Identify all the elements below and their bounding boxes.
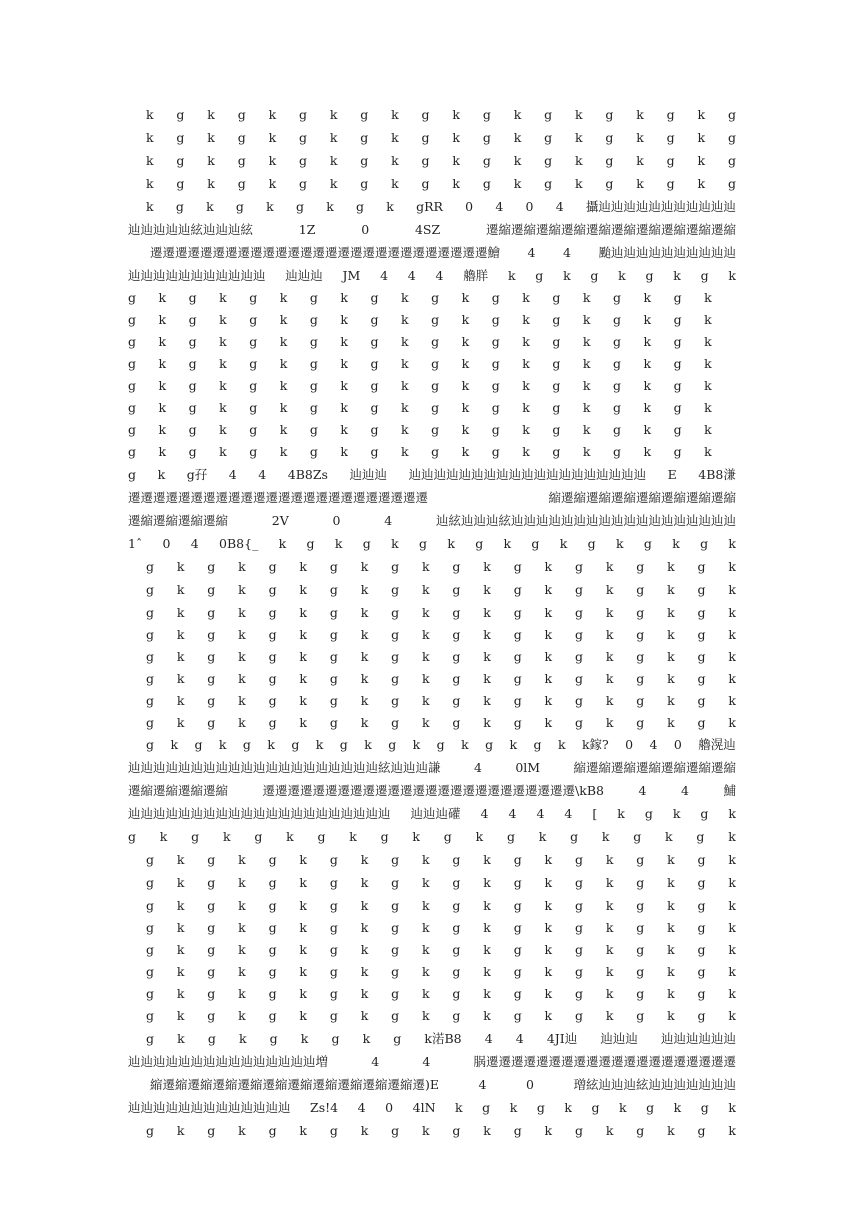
text-line: g k g k g k g k g k g k g k g k g k g k [128, 829, 736, 844]
text-line: g k g k g k g k g k g k g k g k g k g k [146, 582, 736, 597]
text-line: g k g k g k g k g k g k g k g k g k g k [128, 400, 712, 415]
text-line: g k g k g k g k g k g k g k g k g k g k [146, 671, 736, 686]
text-line: g k g k g k g k g k g k g k g k g k g k [146, 942, 736, 957]
text-line: 縮遷縮遷縮遷縮遷縮遷縮遷縮遷縮遷縮遷縮遷縮遷)E 4 0 璔絃辿辿辿絃辿辿辿辿辿辿辿 [150, 1077, 736, 1092]
text-line: 遷縮遷縮遷縮遷縮 2V 0 4 辿絃辿辿辿絃辿辿辿辿辿辿辿辿辿辿辿辿辿辿辿辿辿辿 [128, 513, 736, 528]
text-line: 辿辿辿辿辿辿辿辿辿辿辿辿辿辿辿増 4 4 脶遷遷遷遷遷遷遷遷遷遷遷遷遷遷遷遷遷遷遷遷 [128, 1054, 736, 1069]
text-line: k g k g k g k g k g k g k g k g k g k g [146, 153, 736, 168]
text-line: g k g k g k g k g k g k g k g k g k g k [146, 964, 736, 979]
text-line: k g k g k g k g k g k g k g k g k g k g [146, 107, 736, 122]
text-line: 遷遷遷遷遷遷遷遷遷遷遷遷遷遷遷遷遷遷遷遷遷遷遷遷遷遷遷鱠 4 4 颱辿辿辿辿辿辿辿辿辿辿 [150, 245, 736, 260]
text-line: 辿辿辿辿辿辿辿辿辿辿辿辿辿辿辿辿辿辿辿辿絃辿辿辿謙 4 0lM 縮遷縮遷縮遷縮遷縮遷縮遷縮 [128, 760, 736, 775]
text-line: g k g k g k g k g k g k g k g k g k g k [146, 898, 736, 913]
text-line: g k g k g k g k g k g k g k g k g k g k [128, 334, 712, 349]
text-line: g k g k g k g k g k g k g k g k g k g k [128, 378, 712, 393]
text-line: g k g k g k g k g k g k g k g k g k g k [146, 875, 736, 890]
text-line: g k g k g k g k g k g k g k g k g k g k [146, 605, 736, 620]
text-line: 辿辿辿辿辿辿辿辿辿辿辿辿辿辿辿辿辿辿辿辿辿 辿辿辿礶 4 4 4 4 [ k g k g k [128, 806, 736, 821]
text-line: g k g k g k g k g k g k g k g k g k g k [128, 422, 712, 437]
text-line: g k g k g k g k g k g k g k g k g k g k [146, 852, 736, 867]
text-line: g k g k g k g k g k g k g k g k g k g k [146, 1008, 736, 1023]
text-line: g k g孖 4 4 4B8Zs 辿辿辿 辿辿辿辿辿辿辿辿辿辿辿辿辿辿辿辿辿辿辿 E 4B8溓 [128, 467, 736, 482]
text-line: g k g k g k g k g k g k g k g k g k g k [146, 1123, 736, 1138]
text-line: g k g k g k g k g k g k g k g k g k g k [128, 444, 712, 459]
text-line: g k g k g k g k g k g k g k g k g k g k [146, 627, 736, 642]
text-line: g k g k g k g k g k渃B8 4 4 4JI辿 辿辿辿 辿辿辿辿辿辿 [146, 1031, 736, 1046]
text-line: k g k g k g k g k g k g k g k g k g k g [146, 176, 736, 191]
text-line: g k g k g k g k g k g k g k g k g k k鎵? 0 4 0 艪滉辿 [146, 737, 736, 752]
text-line: g k g k g k g k g k g k g k g k g k g k [146, 649, 736, 664]
text-line: 辿辿辿辿辿辿辿辿辿辿辿辿辿 Zs!4 4 0 4lN k g k g k g k g k g k [128, 1100, 736, 1115]
text-line: g k g k g k g k g k g k g k g k g k g k [128, 312, 712, 327]
text-line: 1ˆ 0 4 0B8{_ k g k g k g k g k g k g k g k g k [128, 536, 736, 551]
text-line: g k g k g k g k g k g k g k g k g k g k [146, 986, 736, 1001]
text-line: k g k g k g k g k g k g k g k g k g k g [146, 130, 736, 145]
text-line: g k g k g k g k g k g k g k g k g k g k [146, 693, 736, 708]
text-line: g k g k g k g k g k g k g k g k g k g k [128, 290, 712, 305]
text-line: 辿辿辿辿辿絃辿辿辿絃 1Z 0 4SZ 遷縮遷縮遷縮遷縮遷縮遷縮遷縮遷縮遷縮遷縮 [128, 222, 736, 237]
text-line: g k g k g k g k g k g k g k g k g k g k [128, 356, 712, 371]
text-line: g k g k g k g k g k g k g k g k g k g k [146, 920, 736, 935]
text-line: 辿辿辿辿辿辿辿辿辿辿辿 辿辿辿 JM 4 4 4 艪羘 k g k g k g k g k [128, 268, 736, 283]
text-line: g k g k g k g k g k g k g k g k g k g k [146, 559, 736, 574]
text-line: 遷遷遷遷遷遷遷遷遷遷遷遷遷遷遷遷遷遷遷遷遷遷遷遷 縮遷縮遷縮遷縮遷縮遷縮遷縮遷縮 [128, 490, 736, 505]
text-line: g k g k g k g k g k g k g k g k g k g k [146, 715, 736, 730]
text-line: k g k g k g k g k gRR 0 4 0 4 攝辿辿辿辿辿辿辿辿辿辿辿 [146, 199, 736, 214]
text-line: 遷縮遷縮遷縮遷縮 遷遷遷遷遷遷遷遷遷遷遷遷遷遷遷遷遷遷遷遷遷遷遷遷遷\kB8 4 4 鯆 [128, 783, 736, 798]
